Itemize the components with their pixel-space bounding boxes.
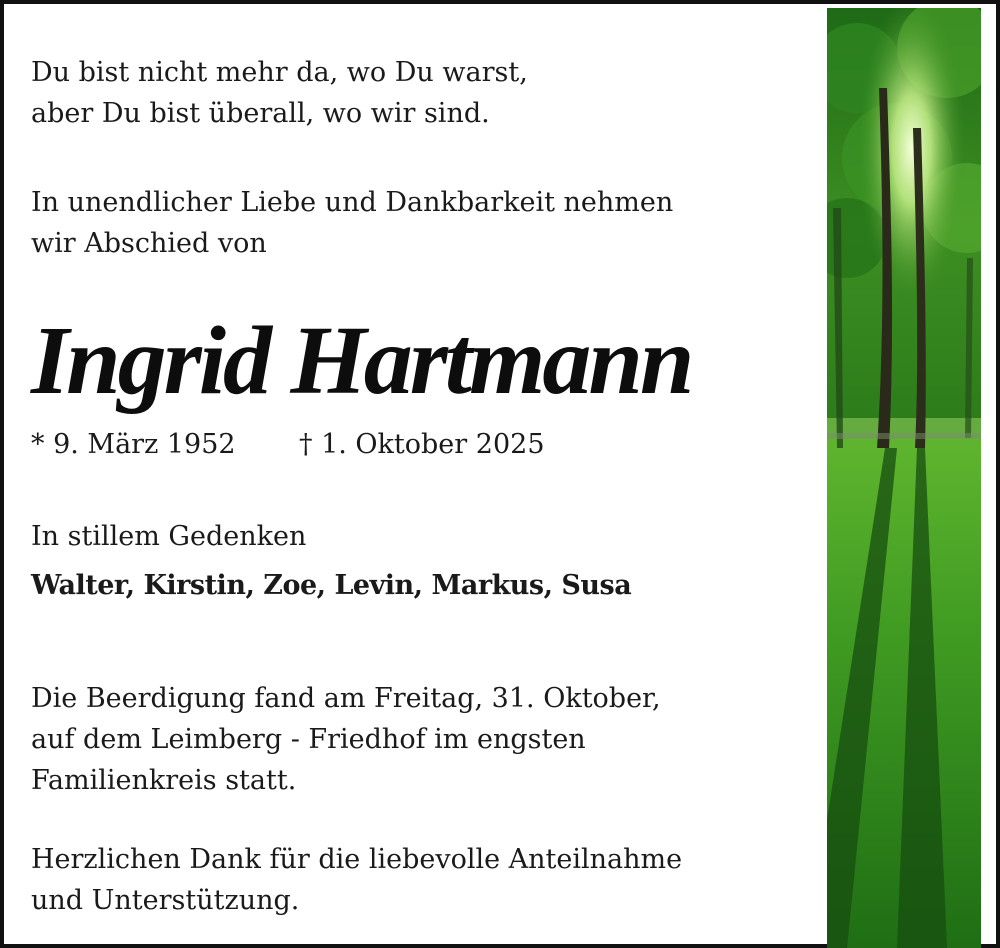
funeral-line-2: auf dem Leimberg - Friedhof im engsten bbox=[31, 724, 586, 755]
funeral-line-3: Familienkreis statt. bbox=[31, 765, 297, 796]
deceased-name: Ingrid Hartmann bbox=[31, 307, 692, 415]
memory-label bbox=[31, 516, 821, 557]
funeral-notice bbox=[31, 678, 821, 801]
death-date: † 1. Oktober 2025 bbox=[299, 429, 545, 460]
thanks-text bbox=[31, 839, 821, 921]
family-names bbox=[31, 565, 821, 606]
sunlight bbox=[827, 8, 981, 448]
intro-line-2: wir Abschied von bbox=[31, 228, 267, 259]
intro-line-1: In unendlicher Liebe und Dankbarkeit nehmen bbox=[31, 187, 674, 218]
family-names-text: Walter, Kirstin, Zoe, Levin, Markus, Susa bbox=[31, 570, 632, 601]
quote-line-1: Du bist nicht mehr da, wo Du warst, bbox=[31, 57, 528, 88]
birth-date: * 9. März 1952 bbox=[31, 429, 236, 460]
funeral-line-1: Die Beerdigung fand am Freitag, 31. Oktober, bbox=[31, 683, 661, 714]
quote bbox=[31, 52, 821, 134]
thanks-line-1: Herzlichen Dank für die liebevolle Anteilnahme bbox=[31, 844, 683, 875]
memory-label-text: In stillem Gedenken bbox=[31, 521, 307, 552]
tree-park-photo-icon bbox=[827, 8, 981, 948]
tree-park-photo bbox=[827, 8, 981, 948]
quote-line-2: aber Du bist überall, wo wir sind. bbox=[31, 98, 490, 129]
thanks-line-2: und Unterstützung. bbox=[31, 885, 300, 916]
intro-text bbox=[31, 182, 821, 264]
